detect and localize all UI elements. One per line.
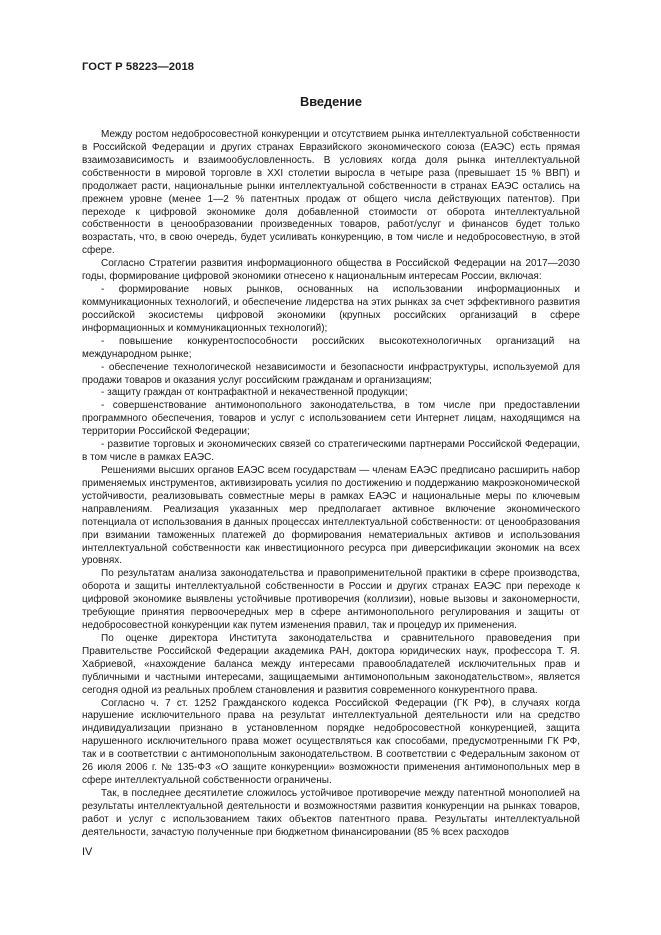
paragraph: Решениями высших органов ЕАЭС всем государствам — членам ЕАЭС предписано расширить набор применяемых инструментов, активизировать усилия по достижению и поддержанию макроэкономической устойчивости, реализовывать совместные меры в рамках ЕАЭС и национальные меры по ключевым направлениям. Реализация указанных мер предполагает активное включение экономического потенциала от использования в данных процессах интеллектуальной собственности: от ценообразования при взимании таможенных платежей до формирования нематериальных активов и использования интеллектуальной собственности как инвестиционного ресурса при диверсификации экономик на всех уровнях. bbox=[82, 464, 580, 567]
list-item: - совершенствование антимонопольного законодательства, в том числе при предоставлении программного обеспечения, товаров и услуг с использованием сети Интернет лицам, находящимся на территории Российской Федерации; bbox=[82, 400, 580, 438]
list-item: - обеспечение технологической независимости и безопасности инфраструктуры, используемой для продажи товаров и оказания услуг российским гражданам и организациям; bbox=[82, 361, 580, 386]
paragraph: Согласно Стратегии развития информационного общества в Российской Федерации на 2017—2030 годы, формирование цифровой экономики отнесено к национальным интересам России, включая: bbox=[82, 258, 580, 283]
paragraph: Согласно ч. 7 ст. 1252 Гражданского кодекса Российской Федерации (ГК РФ), в случаях когда нарушение исключительного права на результат интеллектуальной деятельности или на средство индивидуализации признано в установленном порядке недобросовестной конкуренцией, защита нарушенного исключительного права может осуществляться как способами, предусмотренными ГК РФ, так и в соответствии с антимонопольным законодательством. В соответствии с Федеральным законом от 26 июля 2006 г. № 135-ФЗ «О защите конкуренции» возможности применения антимонопольных мер в сфере интеллектуальной собственности ограничены. bbox=[82, 697, 580, 787]
list-item: - формирование новых рынков, основанных на использовании информационных и коммуникационных технологий, и обеспечение лидерства на этих рынках за счет эффективного развития российской экосистемы цифровой экономики (крупных российских организаций в сфере информационных и коммуникационных технологий); bbox=[82, 284, 580, 334]
list-item: - защиту граждан от контрафактной и некачественной продукции; bbox=[101, 387, 408, 399]
document-code: ГОСТ Р 58223—2018 bbox=[82, 61, 195, 73]
list-item: - развитие торговых и экономических связей со стратегическими партнерами Российской Федерации, в том числе в рамках ЕАЭС. bbox=[82, 439, 580, 464]
list-item: - повышение конкурентоспособности российских высокотехнологичных организаций на международном рынке; bbox=[82, 335, 580, 360]
page-number: IV bbox=[82, 846, 93, 858]
paragraph: По оценке директора Института законодательства и сравнительного правоведения при Правительстве Российской Федерации академика РАН, доктора юридических наук, профессора Т. Я. Хабриевой, «нахождение баланса между интересами правообладателей исключительных прав и публичными и частными интересами, защищаемыми антимонопольным законодательством», является сегодня одной из реальных проблем становления и развития современного конкурентного права. bbox=[82, 632, 580, 696]
body-text bbox=[82, 129, 580, 840]
paragraph: Между ростом недобросовестной конкуренции и отсутствием рынка интеллектуальной собственности в Российской Федерации и других странах Евразийского экономического союза (ЕАЭС) есть прямая взаимозависимость и взаимообусловленность. В условиях когда доля рынка интеллектуальной собственности в мировой торговле в XXI столетии выросла в четыре раза (превышает 15 % ВВП) и продолжает расти, национальные рынки интеллектуальной собственности в странах ЕАЭС остались на прежнем уровне (менее 1—2 % патентных продаж от общего числа действующих патентов). При переходе к цифровой экономике доля добавленной стоимости от оборота интеллектуальной собственности в ценообразовании произведенных товаров, работ/услуг и финансов будет только возрастать, что, в свою очередь, будет усиливать конкуренцию, в том числе и недобросовестную, в этой сфере. bbox=[82, 129, 580, 257]
paragraph: Так, в последнее десятилетие сложилось устойчивое противоречие между патентной монополией на результаты интеллектуальной деятельности и возможностями развития конкуренции на рынках товаров, работ и услуг с использованием таких объектов патентного права. Результаты интеллектуальной деятельности, зачастую полученные при бюджетном финансировании (85 % всех расходов bbox=[82, 788, 580, 838]
paragraph: По результатам анализа законодательства и правоприменительной практики в сфере производства, оборота и защиты интеллектуальной собственности в России и других странах ЕАЭС при переходе к цифровой экономике выявлены устойчивые противоречия (коллизии), новые вызовы и закономерности, требующие принятия первоочередных мер в сфере антимонопольного регулирования и защиты от недобросовестной конкуренции как путем изменения правил, так и процедур их применения. bbox=[82, 568, 580, 632]
section-title: Введение bbox=[299, 94, 362, 109]
